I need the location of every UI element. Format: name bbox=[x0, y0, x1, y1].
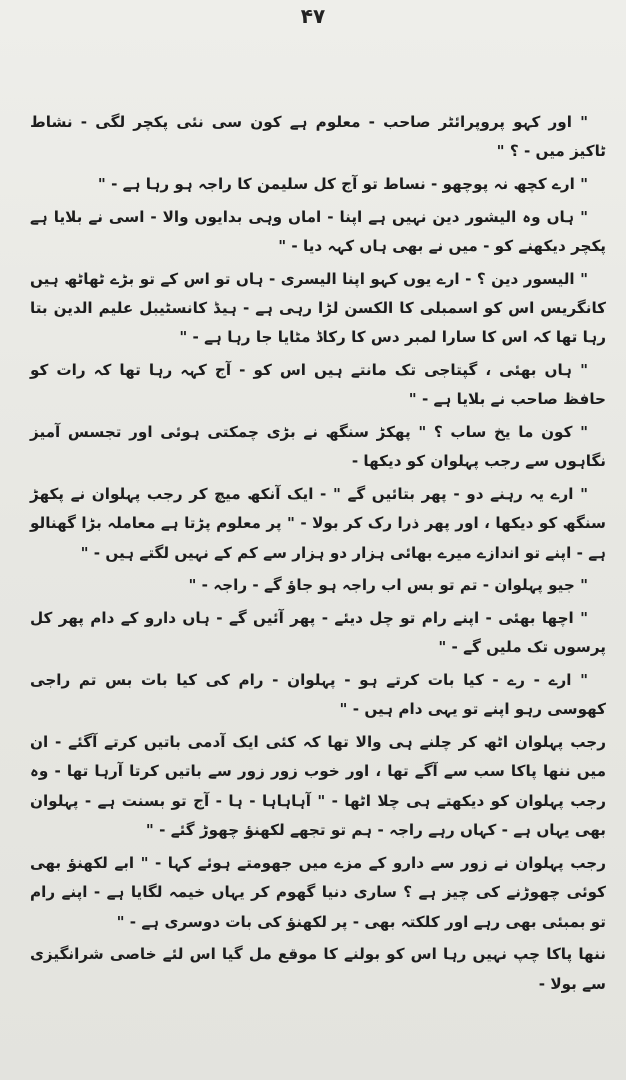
paragraph-10: " ارے - رے - کیا بات کرتے ہو - پہلوان - رام کی کیا بات بس تم راجی کھوسی رہو اپنے تو یہی دام ہیں - " bbox=[30, 671, 606, 719]
paragraph-2: " ارے کچھ نہ پوچھو - نساط تو آج کل سلیمن کا راجہ ہو رہا ہے - " bbox=[97, 175, 588, 193]
page-number: ۴۷ bbox=[300, 4, 326, 28]
paragraph-9: " اچھا بھئی - اپنے رام تو چل دیئے - پھر آئیں گے - ہاں دارو کے دام پھر کل پرسوں تک ملیں گے - " bbox=[30, 609, 606, 657]
paragraph-6: " کون ما یخ ساب ؟ " پھکڑ سنگھ نے بڑی چمکتی ہوئی اور تجسس آمیز نگاہوں سے رجب پہلوان کو دیکھا - bbox=[30, 423, 606, 471]
paragraph-1: " اور کہو پروپرائٹر صاحب - معلوم ہے کون سی نئی پکچر لگی - نشاط ٹاکیز میں - ؟ " bbox=[30, 113, 606, 161]
paragraph-8: " جیو پہلوان - تم تو بس اب راجہ ہو جاؤ گے - راجہ - " bbox=[188, 576, 588, 595]
paragraph-4: " الیسور دین ؟ - ارے یوں کہو اپنا الیسری - ہاں تو اس کے تو بڑے ٹھاٹھ ہیں کانگریس اس کو اسمبلی کا الکسن لڑا رہی ہے - ہیڈ کانسٹیبل علیم الدین بتا رہا تھا کہ اس کا سارا لمبر دس کا رکاڈ مٹایا جا رہا ہے - " bbox=[30, 269, 606, 347]
paragraph-11: رجب پہلوان اٹھ کر چلنے ہی والا تھا کہ کئی ایک آدمی باتیں کرتے آگئے - ان میں ننھا پاکا سب سے آگے تھا ، اور خوب زور زور سے باتیں کرتا آرہا تھا - وہ رجب پہلوان کو دیکھتے ہی چلا اٹھا - " آہاہاہا - ہا - آج تو بسنت ہے - پہلوان بھی یہاں ہے - کہاں رہے راجہ - ہم تو تجھے لکھنؤ چھوڑ گئے - " bbox=[30, 733, 606, 840]
paragraph-12: رجب پہلوان نے زور سے دارو کے مزے میں جھومتے ہوئے کہا - " ابے لکھنؤ بھی کوئی چھوڑنے کی چیز ہے ؟ ساری دنیا گھوم کر یہاں خیمہ لگایا ہے - اپنے رام تو بمبئی بھی رہے اور کلکتہ بھی - پر لکھنؤ کی بات دوسری ہے - " bbox=[30, 853, 606, 931]
paragraph-7: " ارے یہ رہنے دو - پھر بتائیں گے " - ایک آنکھ میچ کر رجب پہلوان نے پکھڑ سنگھ کو دیکھا ، اور پھر ذرا رک کر بولا - " پر معلوم پڑتا ہے معاملہ بڑا گھنالو ہے - اپنے تو اندازے میرے بھائی ہزار دو ہزار سے کم کے نہیں لگتے ہیں - " bbox=[30, 485, 606, 562]
paragraph-5: " ہاں بھئی ، گپتاجی تک مانتے ہیں اس کو - آج کہہ رہا تھا کہ رات کو حافظ صاحب نے بلایا ہے - " bbox=[30, 361, 606, 409]
body-text bbox=[30, 108, 606, 1002]
paragraph-3: " ہاں وہ الیشور دین نہیں ہے اپنا - اماں وہی بدایوں والا - اسی نے بلایا ہے پکچر دیکھنے کو - میں نے بھی ہاں کہہ دیا - " bbox=[30, 207, 606, 255]
paragraph-13: ننھا پاکا چپ نہیں رہا اس کو بولنے کا موقع مل گیا اس لئے خاصی شرانگیزی سے بولا - bbox=[30, 945, 606, 993]
